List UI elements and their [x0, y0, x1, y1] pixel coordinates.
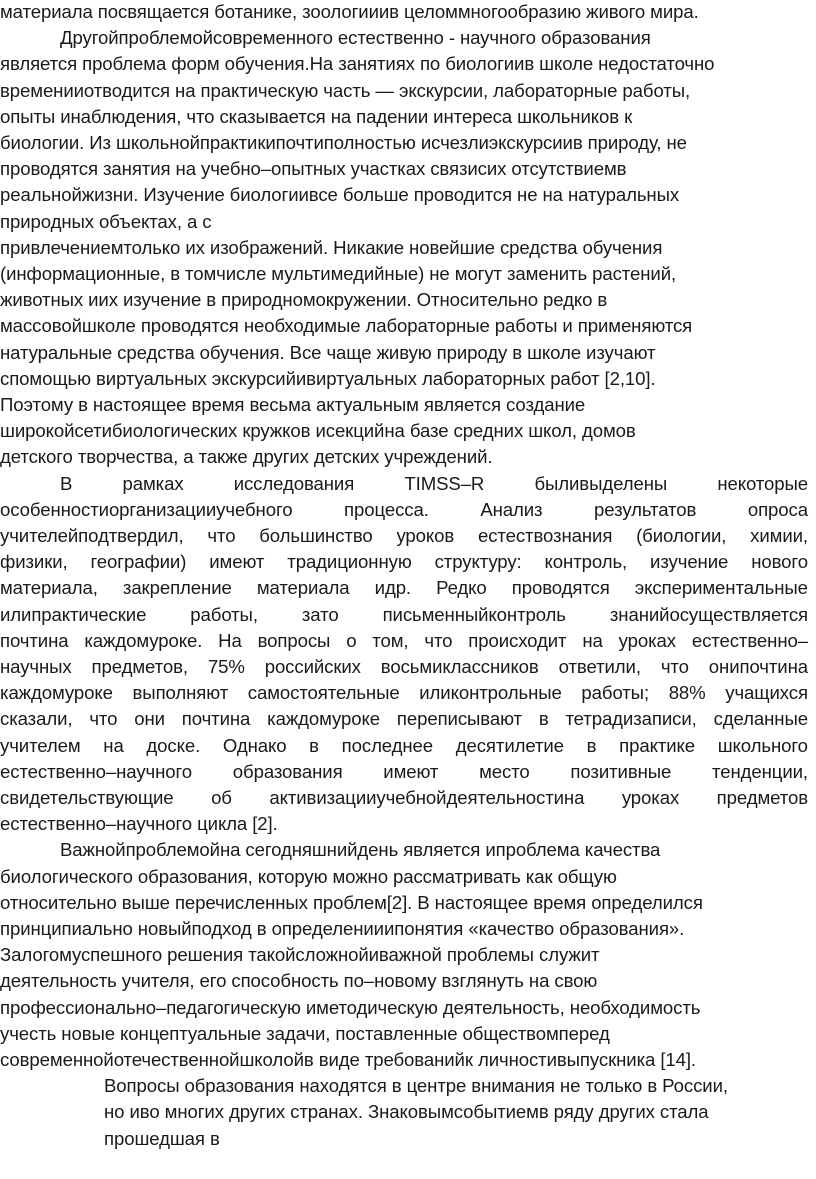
text-line: детского творчества, а также других детских учреждений. [0, 446, 493, 468]
text-line: материала посвящается ботанике, зоологииив целоммногообразию живого мира. [0, 1, 699, 22]
text-line: естественно–научного образования имеют место позитивные тенденции, [0, 760, 808, 782]
text-line: проводятся занятия на учебно–опытных участках связисих отсутствиемв [0, 158, 627, 180]
text-line: реальнойжизни. Изучение биологиивсе больше проводится не на натуральных [0, 184, 680, 206]
text-line: физики, географии) имеют традиционную структуру: контроль, изучение нового [0, 551, 808, 573]
text-line: животных иих изучение в природномокружении. Относительно редко в [0, 289, 608, 311]
text-line: особенностиорганизацииучебного процесса. Анализ результатов опроса [0, 498, 808, 520]
text-line: является проблема форм обучения.На занятиях по биологиив школе недостаточно [0, 53, 715, 75]
text-line: сказали, что они почтина каждомуроке переписывают в тетрадизаписи, сделанные [0, 708, 808, 730]
text-line: временииотводится на практическую часть — экскурсии, лабораторные работы, [0, 79, 691, 101]
text-line: опыты инаблюдения, что сказывается на падении интереса школьников к [0, 105, 633, 127]
text-line: (информационные, в томчисле мультимедийные) не могут заменить растений, [0, 263, 677, 284]
text-line: каждомуроке выполняют самостоятельные иликонтрольные работы; 88% учащихся [0, 682, 808, 704]
text-line: Другойпроблемойсовременного естественно - научного образования [60, 27, 651, 49]
text-line: принципиально новыйподход в определенииипонятия «качество образования». [0, 918, 685, 939]
text-line: илипрактические работы, зато письменныйконтроль знанийосуществляется [0, 603, 808, 625]
text-line: но иво многих других странах. Знаковымсобытиемв ряду других стала [104, 1101, 709, 1123]
text-line: Вопросы образования находятся в центре внимания не только в России, [104, 1075, 728, 1097]
text-line: спомощью виртуальных экскурсийивиртуальных лабораторных работ [2,10]. [0, 367, 656, 389]
text-line: учителейподтвердил, что большинство уроков естествознания (биологии, химии, [0, 525, 808, 546]
text-line: прошедшая в [104, 1127, 220, 1149]
text-line: привлечениемтолько их изображений. Никакие новейшие средства обучения [0, 236, 663, 258]
text-line: природных объектах, а с [0, 210, 212, 232]
text-line: натуральные средства обучения. Все чаще живую природу в школе изучают [0, 341, 656, 363]
text-line: учителем на доске. Однако в последнее десятилетие в практике школьного [0, 734, 808, 756]
text-line: биологии. Из школьнойпрактикипочтиполностью исчезлиэкскурсиив природу, не [0, 132, 687, 153]
text-line: В рамках исследования TIMSS–R быливыделены некоторые [60, 472, 808, 494]
text-line: материала, закрепление материала идр. Редко проводятся экспериментальные [0, 577, 808, 599]
text-line: современнойотечественнойшколойв виде требованийк личностивыпускника [14]. [0, 1049, 696, 1070]
text-line: Залогомуспешного решения такойсложнойиважной проблемы служит [0, 944, 600, 966]
text-line: научных предметов, 75% российских восьмиклассников ответили, что онипочтина [0, 656, 808, 677]
text-line: деятельность учителя, его способность по–новому взглянуть на свою [0, 970, 598, 992]
text-line: широкойсетибиологических кружков исекцийна базе средних школ, домов [0, 420, 636, 442]
text-line: естественно–научного цикла [2]. [0, 813, 278, 835]
text-line: свидетельствующие об активизацииучебнойдеятельностина уроках предметов [0, 787, 808, 808]
text-line: почтина каждомуроке. На вопросы о том, что происходит на уроках естественно– [0, 629, 808, 651]
text-line: учесть новые концептуальные задачи, поставленные обществомперед [0, 1022, 610, 1044]
text-line: Поэтому в настоящее время весьма актуальным является создание [0, 394, 586, 415]
text-line: относительно выше перечисленных проблем[2]. В настоящее время определился [0, 891, 703, 913]
text-line: биологического образования, которую можно рассматривать как общую [0, 865, 617, 887]
text-line: массовойшколе проводятся необходимые лабораторные работы и применяются [0, 315, 693, 337]
text-line: Важнойпроблемойна сегодняшнийдень является ипроблема качества [60, 839, 661, 861]
text-line: профессионально–педагогическую иметодическую деятельность, необходимость [0, 996, 701, 1018]
